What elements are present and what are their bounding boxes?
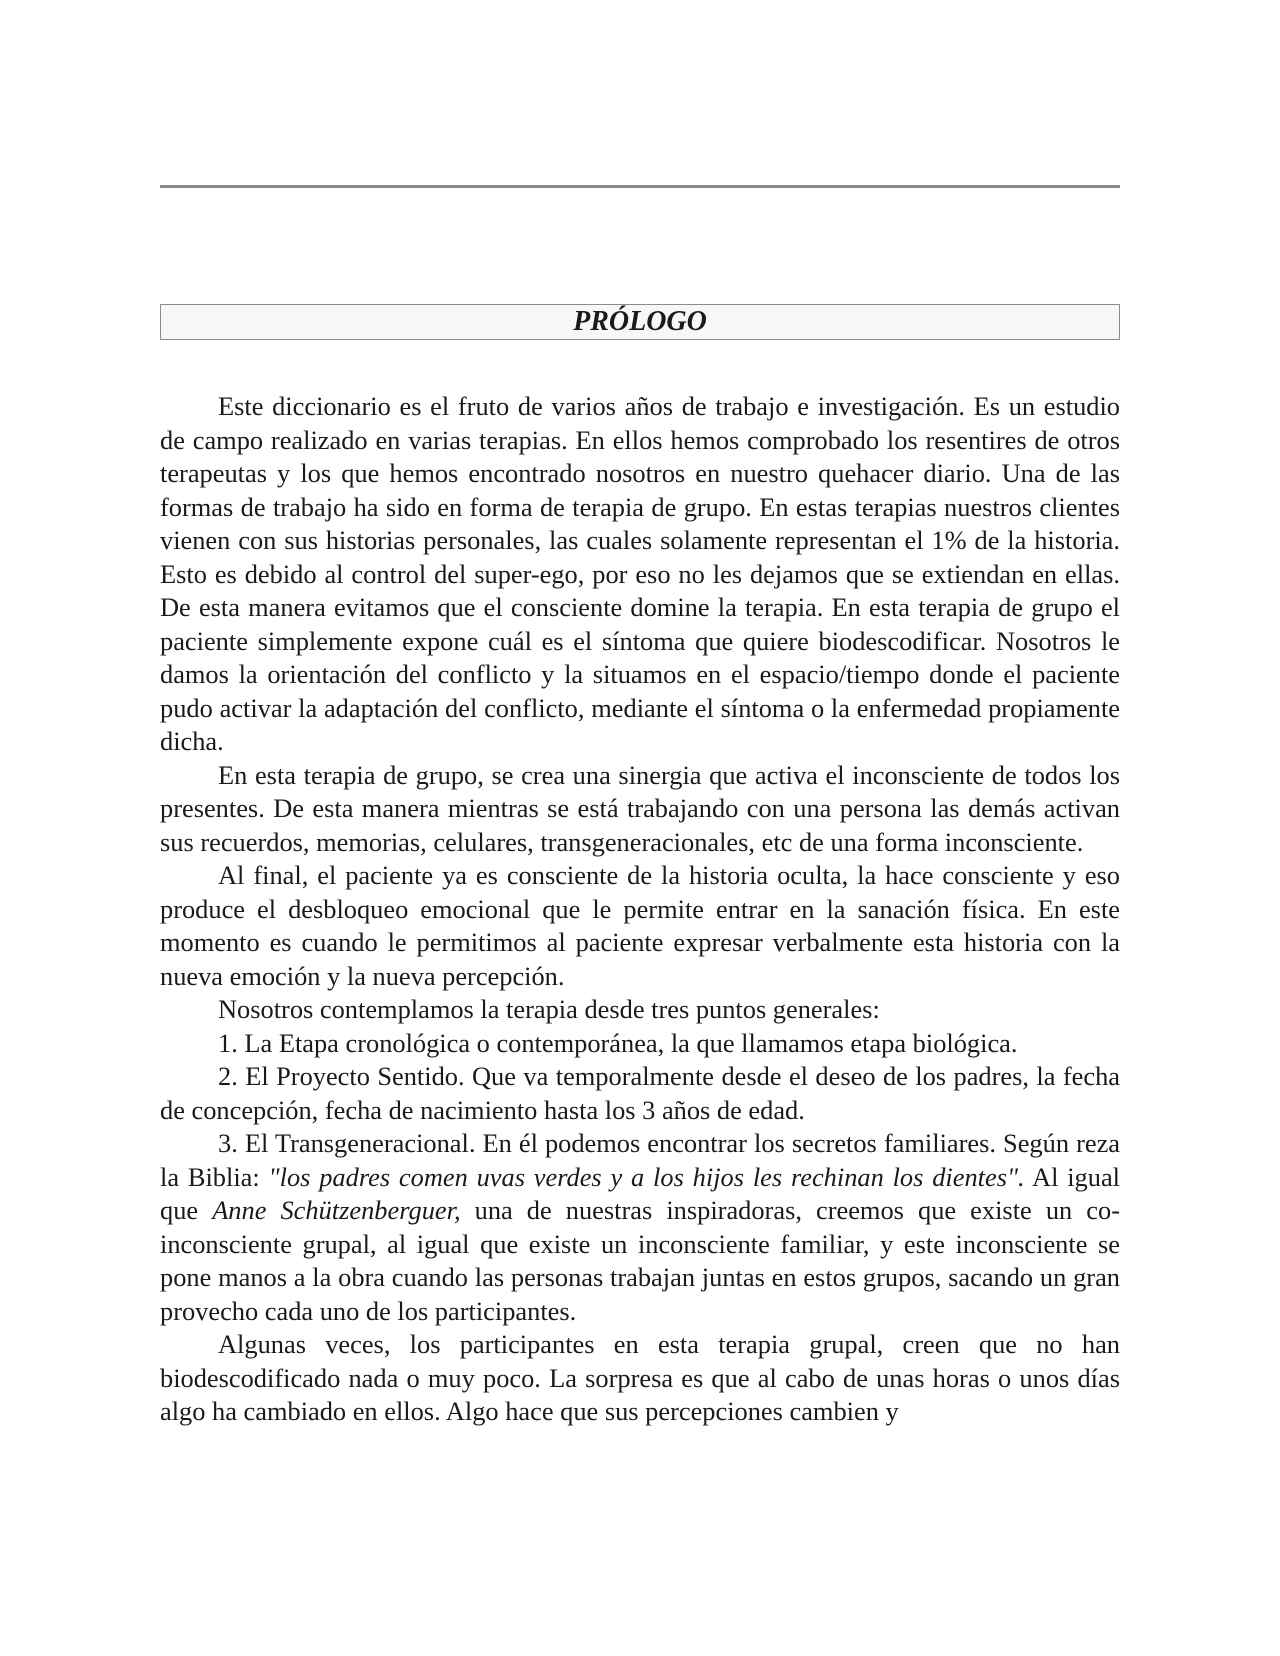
page-title: PRÓLOGO: [573, 306, 707, 337]
title-box: [160, 304, 1120, 340]
author-name: Anne Schützenberguer,: [212, 1195, 461, 1225]
header-rule: [160, 185, 1120, 188]
list-item-1: 1. La Etapa cronológica o contemporánea, la que llamamos etapa biológica.: [218, 1027, 1018, 1058]
paragraph-4: Nosotros contemplamos la terapia desde tres puntos generales:: [218, 994, 880, 1024]
paragraph-5: Algunas veces, los participantes en esta terapia grupal, creen que no han biodescodificado nada o muy poco. La sorpresa es que al cabo de unas horas o unos días algo ha cambiado en ellos. Algo hace que sus percepciones cambien y: [160, 1329, 1120, 1426]
paragraph-3: Al final, el paciente ya es consciente de la historia oculta, la hace consciente y eso produce el desbloqueo emocional que le permite entrar en la sanación física. En este momento es cuando le permitimos al paciente expresar verbalmente esta historia con la nueva emoción y la nueva percepción.: [160, 860, 1120, 991]
bible-quote: "los padres comen uvas verdes y a los hijos les rechinan los dientes".: [268, 1161, 1025, 1192]
paragraph-2: En esta terapia de grupo, se crea una sinergia que activa el inconsciente de todos los presentes. De esta manera mientras se está trabajando con una persona las demás activan sus recuerdos, memorias, celulares, transgeneracionales, etc de una forma inconsciente.: [160, 759, 1120, 857]
list-item-3-text-b: Al igual que: [160, 1161, 1120, 1225]
list-item-2: 2. El Proyecto Sentido. Que va temporalmente desde el deseo de los padres, la fecha de concepción, fecha de nacimiento hasta los 3 años de edad.: [160, 1061, 1120, 1125]
list-item-3-text-c: una de nuestras inspiradoras, creemos que existe un co-inconsciente grupal, al igual que existe un inconsciente familiar, y este inconsciente se pone manos a la obra cuando las personas trabajan juntas en estos grupos, sacando un gran provecho cada uno de los participantes.: [160, 1195, 1120, 1326]
paragraph-1: Este diccionario es el fruto de varios años de trabajo e investigación. Es un estudio de campo realizado en varias terapias. En ellos hemos comprobado los resentires de otros terapeutas y los que hemos encontrado nosotros en nuestro quehacer diario. Una de las formas de trabajo ha sido en forma de terapia de grupo. En estas terapias nuestros clientes vienen con sus historias personales, las cuales solamente representan el 1% de la historia. Esto es debido al control del super-ego, por eso no les dejamos que se extiendan en ellas. De esta manera evitamos que el consciente domine la terapia. En esta terapia de grupo el paciente simplemente expone cuál es el síntoma que quiere biodescodificar. Nosotros le damos la orientación del conflicto y la situamos en el espacio/tiempo donde el paciente pudo activar la adaptación del conflicto, mediante el síntoma o la enfermedad propiamente dicha.: [160, 391, 1120, 756]
list-item-3-text-a: 3. El Transgeneracional. En él podemos encontrar los secretos familiares. Según reza la Biblia:: [160, 1128, 1120, 1192]
document-page: [160, 0, 1120, 1656]
body-text: [160, 390, 1120, 1429]
list-item-3: [160, 1127, 1120, 1328]
